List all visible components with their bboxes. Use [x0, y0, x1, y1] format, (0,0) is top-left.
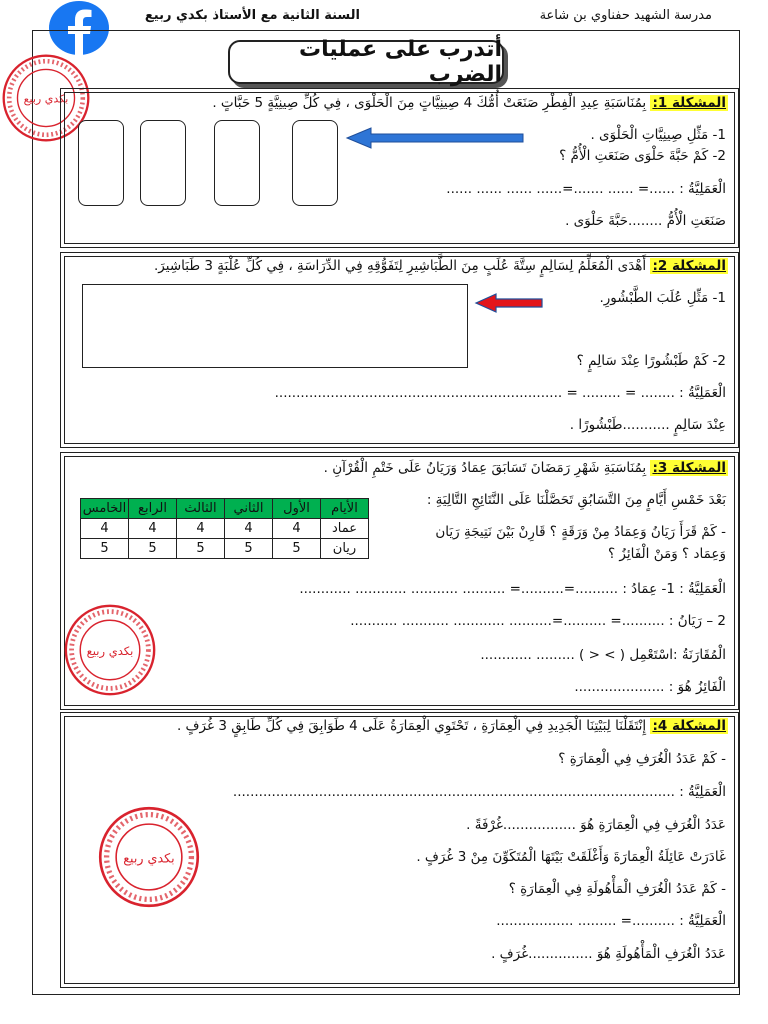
table-cell: 4 — [81, 519, 129, 539]
problem3-statement-line — [324, 460, 728, 476]
table-header-cell: الرابع — [129, 499, 177, 519]
table-cell: 4 — [273, 519, 321, 539]
table-cell: 5 — [81, 539, 129, 559]
problem1-q2: 2- كَمْ حَبَّةَ حَلْوَى صَنَعَتِ الْأُمُّ ؟ — [559, 148, 726, 164]
problem2-operation[interactable]: الْعَمَلِيَّةُ : ........ = ......... = ................................................................... — [274, 385, 726, 401]
problem1-answer[interactable]: صَنَعَتِ الْأُمُّ ........حَبَّةَ حَلْوَى . — [565, 213, 726, 229]
problem1-operation[interactable]: الْعَمَلِيَّةُ : ......= ...... .......=...... ...... ...... ...... — [446, 181, 726, 197]
problem3-statement: بِمُنَاسَبَةِ شَهْرِ رَمَضَانَ تَسَابَقَ عِمَادُ وَرَيَانُ عَلَى خَتْمِ الْقُرْآنِ . — [323, 460, 651, 476]
grade-teacher: السنة الثانية مع الأستاذ بكدي ربيع — [144, 8, 360, 23]
problem3-winner[interactable]: الْفَائِزُ هُوَ : ..................... — [574, 679, 726, 695]
teacher-stamp-icon — [62, 602, 158, 698]
problem4-ans1[interactable]: عَدَدُ الْغُرَفِ فِي الْعِمَارَةِ هُوَ .................غُرْفَةً . — [466, 817, 726, 833]
tray-box-2[interactable] — [140, 120, 186, 206]
problem4-op1[interactable]: الْعَمَلِيَّةُ : ....................................................................................................... — [232, 784, 726, 800]
table-row — [81, 519, 369, 539]
problem1-label: المشكلة 1: — [652, 95, 726, 111]
problem4-ans2[interactable]: عَدَدُ الْغُرَفِ الْمَأْهُولَةِ هُوَ ...............غُرَفٍ . — [491, 946, 726, 962]
table-header-cell: الثاني — [225, 499, 273, 519]
problem2-q2: 2- كَمْ طَبْشُورًا عِنْدَ سَالِمٍ ؟ — [576, 353, 726, 369]
table-row — [81, 539, 369, 559]
problem3-op-rayan[interactable]: 2 – رَيَانُ : ..........= ..........=.......... ............ ........... ........... — [350, 613, 726, 629]
table-header-cell: الأيام — [321, 499, 369, 519]
problem4-op2[interactable]: الْعَمَلِيَّةُ : ..........= ......... .................. — [496, 913, 726, 929]
table-cell: عماد — [321, 519, 369, 539]
problem4-label: المشكلة 4: — [652, 718, 726, 734]
teacher-stamp-icon — [96, 804, 202, 910]
results-table — [80, 498, 369, 559]
problem1-statement: بِمُنَاسَبَةِ عِيدِ الْفِطْرِ صَنَعَتْ أُمُّكَ 4 صِينِيَّاتٍ مِنَ الْحَلْوَى ، فِي كُلِّ صِينِيَّةٍ 5 حَبَّاتٍ . — [212, 95, 651, 111]
problem4-q2: - كَمْ عَدَدُ الْغُرَفِ الْمَأْهُولَةِ فِي الْعِمَارَةِ ؟ — [508, 881, 726, 897]
table-cell: 4 — [225, 519, 273, 539]
blue-arrow-icon — [345, 126, 525, 150]
table-cell: 5 — [129, 539, 177, 559]
page-title: أتدرب على عمليات الضرب — [228, 40, 504, 84]
problem2-statement: أَهْدَى الْمُعَلِّمُ لِسَالِمٍ سِتَّةَ عُلَبٍ مِنَ الطَّبَاشِيرِ لِتَفَوُّقِهِ فِي الدِّرَاسَةِ ، فِي كُلِّ عُلْبَةٍ 3 طَبَاشِيرَ. — [154, 258, 651, 274]
table-header-cell: الخامس — [81, 499, 129, 519]
problem1-q1: 1- مَثِّلِ صِينِيَّاتِ الْحَلْوَى . — [590, 127, 726, 143]
problem3-question-a: - كَمْ قَرَأَ رَيَانُ وَعِمَادُ مِنْ وَرَقَةٍ ؟ قَارِنْ بَيْنَ نَتِيجَةِ رَيَان — [435, 524, 726, 540]
red-arrow-icon — [474, 292, 544, 314]
tray-box-3[interactable] — [214, 120, 260, 206]
stamp-text: بكدي ربيع — [23, 92, 69, 106]
problem4-statement-line — [177, 718, 728, 734]
table-cell: ريان — [321, 539, 369, 559]
table-cell: 5 — [273, 539, 321, 559]
table-cell: 4 — [177, 519, 225, 539]
problem3-question-b: وَعِمَاد ؟ وَمَنْ الْفَائِزُ ؟ — [607, 546, 726, 562]
table-header-cell: الثالث — [177, 499, 225, 519]
table-cell: 5 — [225, 539, 273, 559]
problem2-q1: 1- مَثِّلِ عُلَبَ الطَّبْشُورِ. — [599, 290, 726, 306]
stamp-text: بكدي ربيع — [86, 643, 134, 658]
problem3-intro: بَعْدَ خَمْسِ أَيَّامٍ مِنَ التَّسَابُقِ تَحَصَّلْنَا عَلَى النَّتَائِجِ التَّالِيَةِ : — [426, 492, 726, 508]
problem3-compare[interactable]: الْمُقَارَنَةُ :اسْتَعْمِل ( > < ) ......... ............ — [480, 647, 726, 663]
problem3-op-imad[interactable]: الْعَمَلِيَّةُ : 1- عِمَادُ : ..........=..........= .......... ........... ............ ............ — [299, 581, 726, 597]
tray-box-4[interactable] — [292, 120, 338, 206]
problem2-answer[interactable]: عِنْدَ سَالِمٍ ...........طَبْشُورًا . — [569, 417, 726, 433]
problem3-label: المشكلة 3: — [652, 460, 726, 476]
table-header-row — [81, 499, 369, 519]
problem4-info: غَادَرَتْ عَائِلَةُ الْعِمَارَةَ وَأَغْلَقَتْ بَيْتَهَا الْمُتَكَوِّنَ مِنْ 3 غُرَفٍ . — [416, 849, 726, 865]
drawing-area-box[interactable] — [82, 284, 468, 368]
school-name: مدرسة الشهيد حفناوي بن شاعة — [539, 8, 712, 23]
table-cell: 5 — [177, 539, 225, 559]
problem2-label: المشكلة 2: — [652, 258, 726, 274]
tray-box-1[interactable] — [78, 120, 124, 206]
table-cell: 4 — [129, 519, 177, 539]
problem1-statement-line — [212, 95, 728, 111]
stamp-text: بكدي ربيع — [123, 850, 175, 866]
problem4-q1: - كَمْ عَدَدُ الْغُرَفِ فِي الْعِمَارَةِ ؟ — [558, 751, 726, 767]
problem4-statement: إِنْتَقَلْنَا لِبَيْتِنَا الْجَدِيدِ فِي الْعِمَارَةِ ، تَحْتَوِي الْعِمَارَةُ عَلَى 4 طَوَابِقَ فِي كُلِّ طَابِقٍ 3 غُرَفٍ . — [176, 718, 651, 734]
problem2-statement-line — [154, 258, 728, 274]
table-header-cell: الأول — [273, 499, 321, 519]
